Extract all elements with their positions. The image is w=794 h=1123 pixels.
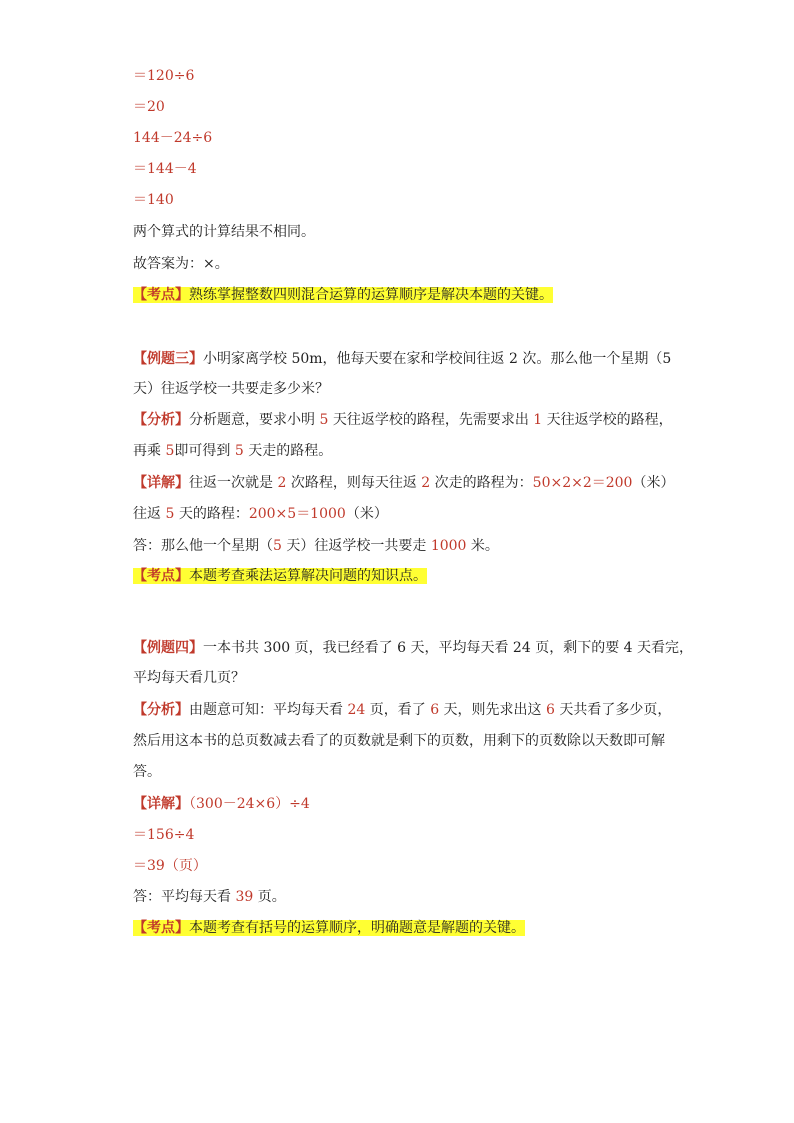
ex3-tag: 【例题三】: [133, 351, 203, 367]
key-point-3: [133, 918, 525, 938]
ex3-question-line-1: 【例题三】小明家离学校 50m，他每天要在家和学校间往返 2 次。那么他一个星期（5: [133, 351, 672, 367]
answer-text: 故答案为：×。: [133, 256, 229, 272]
calc-line-5: ＝140: [133, 192, 174, 208]
analysis-tag: 【分析】: [133, 412, 189, 428]
ex4-analysis-line-1: 【分析】由题意可知：平均每天看 24 页，看了 6 天，则先求出这 6 天共看了多少页，: [133, 702, 672, 718]
ex4-detail-line-3: ＝39（页）: [133, 858, 207, 874]
ex4-question-line-1: 【例题四】一本书共 300 页，我已经看了 6 天，平均每天看 24 页，剩下的要 4 天看完，: [133, 640, 694, 656]
calc-line-4: ＝144－4: [133, 161, 197, 177]
ex4-detail-line-1: 【详解】（300－24×6）÷4: [133, 796, 310, 812]
key-point-1: [133, 285, 553, 305]
ex3-analysis-line-2: 再乘 5即可得到 5 天走的路程。: [133, 443, 333, 459]
key-point-2: [133, 566, 427, 586]
ex3-detail-line-2: 往返 5 天的路程：200×5＝1000（米）: [133, 506, 388, 522]
key-point-tag: 【考点】: [133, 287, 189, 303]
key-point-tag: 【考点】: [133, 920, 189, 936]
detail-tag: 【详解】: [133, 475, 189, 491]
key-point-text: 熟练掌握整数四则混合运算的运算顺序是解决本题的关键。: [189, 287, 553, 303]
ex4-analysis-line-3: 答。: [133, 764, 161, 780]
ex3-detail-line-1: 【详解】往返一次就是 2 次路程，则每天往返 2 次走的路程为：50×2×2＝200（米）: [133, 475, 675, 491]
ex3-answer: 答：那么他一个星期（5 天）往返学校一共要走 1000 米。: [133, 538, 499, 554]
conclusion-text: 两个算式的计算结果不相同。: [133, 224, 315, 240]
ex4-tag: 【例题四】: [133, 640, 203, 656]
analysis-tag: 【分析】: [133, 702, 189, 718]
ex4-detail-line-2: ＝156÷4: [133, 827, 195, 843]
detail-tag: 【详解】: [133, 796, 189, 812]
ex3-analysis-line-1: 【分析】分析题意，要求小明 5 天往返学校的路程，先需要求出 1 天往返学校的路程，: [133, 412, 673, 428]
ex4-question-line-2: 平均每天看几页？: [133, 670, 245, 686]
calc-line-3: 144－24÷6: [133, 130, 213, 146]
calc-line-1: ＝120÷6: [133, 68, 195, 84]
ex4-answer: 答：平均每天看 39 页。: [133, 889, 286, 905]
calc-line-2: ＝20: [133, 99, 165, 115]
ex4-analysis-line-2: 然后用这本书的总页数减去看了的页数就是剩下的页数，用剩下的页数除以天数即可解: [133, 733, 665, 749]
key-point-text: 本题考查有括号的运算顺序，明确题意是解题的关键。: [189, 920, 525, 936]
ex3-question-line-2: 天）往返学校一共要走多少米？: [133, 381, 329, 397]
key-point-tag: 【考点】: [133, 568, 189, 584]
key-point-text: 本题考查乘法运算解决问题的知识点。: [189, 568, 427, 584]
